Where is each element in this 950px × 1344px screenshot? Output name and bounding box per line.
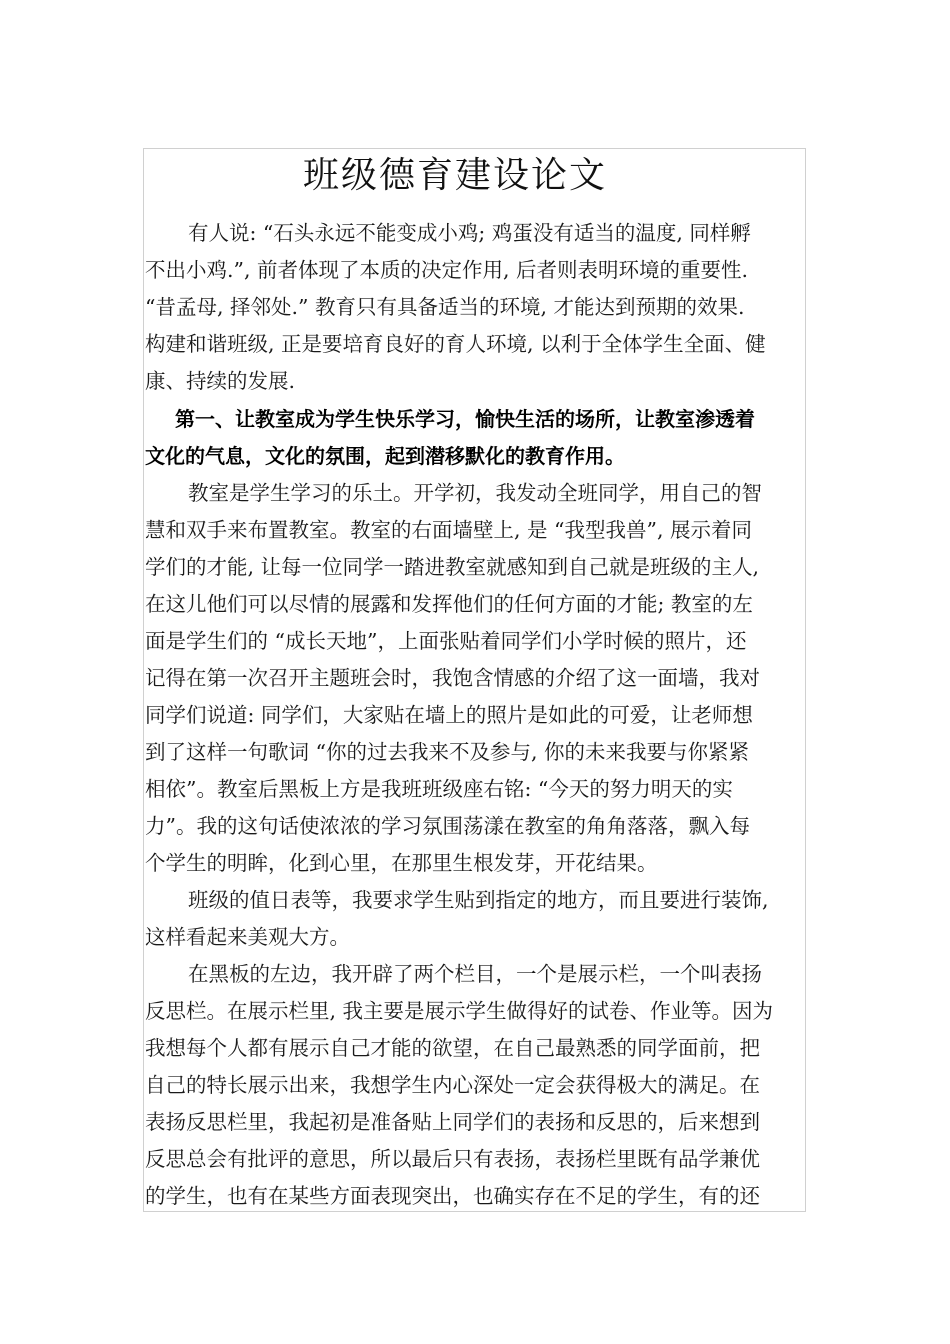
section-heading-line: 第一、让教室成为学生快乐学习，愉快生活的场所，让教室渗透着: [175, 407, 755, 431]
text-line: 构建和谐班级, 正是要培育良好的育人环境, 以利于全体学生全面、健: [145, 332, 766, 356]
document-title: 班级德育建设论文: [302, 155, 607, 196]
text-line: 力”。我的这句话使浓浓的学习氛围荡漾在教室的角角落落，飘入每: [145, 814, 750, 838]
text-line: 相依”。教室后黑板上方是我班班级座右铭: “今天的努力明天的实: [145, 777, 733, 801]
text-line: 不出小鸡.”, 前者体现了本质的决定作用, 后者则表明环境的重要性.: [145, 258, 749, 282]
text-line: 个学生的明眸，化到心里，在那里生根发芽，开花结果。: [145, 851, 658, 875]
text-line: 在黑板的左边，我开辟了两个栏目，一个是展示栏，一个叫表扬: [188, 962, 762, 986]
text-line: 康、持续的发展.: [145, 369, 296, 393]
text-line: 自己的特长展示出来，我想学生内心深处一定会获得极大的满足。在: [145, 1073, 760, 1097]
section-heading-line: 文化的气息，文化的氛围，起到潜移默化的教育作用。: [145, 444, 625, 468]
text-line: 我想每个人都有展示自己才能的欲望，在自己最熟悉的同学面前，把: [145, 1036, 760, 1060]
text-line: 反思总会有批评的意思，所以最后只有表扬，表扬栏里既有品学兼优: [145, 1147, 760, 1171]
text-line: 反思栏。在展示栏里, 我主要是展示学生做得好的试卷、作业等。因为: [145, 999, 774, 1023]
text-line: 同学们说道: 同学们，大家贴在墙上的照片是如此的可爱，让老师想: [145, 703, 753, 727]
text-line: 慧和双手来布置教室。教室的右面墙壁上, 是 “我型我兽”, 展示着同: [145, 518, 753, 542]
text-line: 到了这样一句歌词 “你的过去我来不及参与, 你的未来我要与你紧紧: [145, 740, 750, 764]
text-line: 面是学生们的 “成长天地”，上面张贴着同学们小学时候的照片，还: [145, 629, 747, 653]
text-line: 教室是学生学习的乐土。开学初，我发动全班同学，用自己的智: [188, 481, 762, 505]
text-line: 在这儿他们可以尽情的展露和发挥他们的任何方面的才能; 教室的左: [145, 592, 753, 616]
text-line: 班级的值日表等，我要求学生贴到指定的地方，而且要进行装饰,: [188, 888, 769, 912]
text-line: 记得在第一次召开主题班会时，我饱含情感的介绍了这一面墙，我对: [145, 666, 760, 690]
text-line: 的学生，也有在某些方面表现突出，也确实存在不足的学生，有的还: [145, 1184, 760, 1208]
text-line: 学们的才能, 让每一位同学一踏进教室就感知到自己就是班级的主人,: [145, 555, 760, 579]
text-line: “昔孟母, 择邻处.” 教育只有具备适当的环境, 才能达到预期的效果.: [145, 295, 745, 319]
text-line: 有人说: “石头永远不能变成小鸡; 鸡蛋没有适当的温度, 同样孵: [188, 221, 751, 245]
text-line: 表扬反思栏里，我起初是准备贴上同学们的表扬和反思的，后来想到: [145, 1110, 760, 1134]
text-line: 这样看起来美观大方。: [145, 925, 350, 949]
